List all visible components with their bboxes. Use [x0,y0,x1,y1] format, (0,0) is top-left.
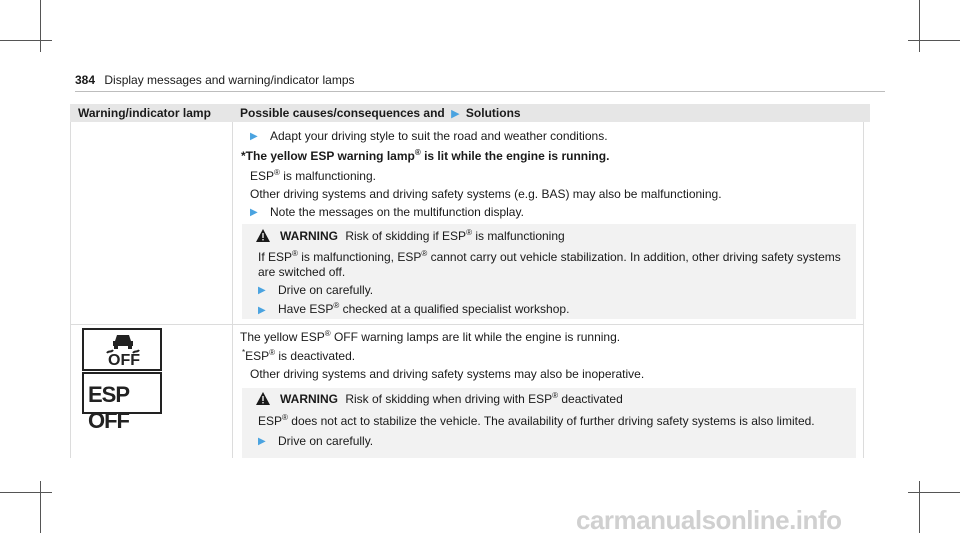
warning-title-post: deactivated [561,392,623,406]
warning-body-line1 [258,250,841,264]
row1-heading-text: The yellow ESP warning lamp [245,149,415,163]
crop-mark [908,40,960,41]
esp-text: ESP [250,169,275,183]
warning-body-post: does not act to stabilize the vehicle. The availability of further driving safety systems is also limited. [291,414,815,428]
warning-title-post: is malfunctioning [475,229,565,243]
registered-mark: ® [421,249,428,258]
warning-triangle-icon [256,229,270,242]
column-header-causes [232,104,870,122]
registered-mark: ® [324,329,331,338]
page-header [75,73,355,87]
warning-triangle-icon [256,392,270,405]
instruction-drive-carefully: Drive on carefully. [278,283,374,297]
availability-star: * [242,348,246,357]
crop-mark [40,0,41,52]
column-header-causes-text: Possible causes/consequences and [240,106,445,120]
warning-title [280,229,565,243]
crop-mark [919,481,920,533]
watermark: carmanualsonline.info [576,505,842,535]
warning-title-pre: Risk of skidding if ESP [345,229,467,243]
row2-line2 [242,349,355,363]
registered-mark: ® [292,249,298,258]
column-header-solutions-text: Solutions [465,106,521,120]
warning-title [280,392,623,406]
bullet-icon: ▶ [258,436,266,447]
bullet-icon: ▶ [258,285,266,296]
bullet-icon: ▶ [258,305,266,316]
row2-line1 [240,330,620,344]
warning-body-1c: cannot carry out vehicle stabilization. In addition, other driving safety systems [430,250,841,264]
instruction-have-esp-post: checked at a qualified specialist workshop. [342,302,570,316]
row1-line-other-systems: Other driving systems and driving safety systems (e.g. BAS) may also be malfunctioning. [250,187,722,201]
warning-body-1b: is malfunctioning, ESP [301,250,422,264]
row1-line-esp-malfunction [250,169,376,183]
row1-heading-post: is lit while the engine is running. [424,149,610,163]
crop-mark [919,0,920,52]
registered-mark: ® [269,348,276,357]
crop-mark [908,492,960,493]
warning-title-pre: Risk of skidding when driving with ESP [345,392,553,406]
instruction-have-esp-checked [278,302,569,316]
registered-mark: ® [333,301,340,310]
row2-line3: Other driving systems and driving safety systems may also be inoperative. [250,367,645,381]
lamp-esp-off-text: ESP OFF [88,382,129,433]
instruction-drive-carefully: Drive on carefully. [278,434,374,448]
arrow-right-icon: ▶ [451,108,460,120]
row1-line1-post: is malfunctioning. [283,169,376,183]
registered-mark: ® [282,413,288,422]
row2-line2-pre: ESP [245,349,270,363]
warning-body-pre: ESP [258,414,283,428]
registered-mark: ® [466,228,472,237]
bullet-icon: ▶ [250,131,258,142]
warning-label: WARNING [280,229,338,243]
page-number: 384 [75,73,96,87]
instruction-note-messages: Note the messages on the multifunction display. [270,205,524,219]
table-border-left [70,122,71,458]
crop-mark [0,40,52,41]
esp-off-symbol-lamp [82,328,162,371]
row2-line2-post: is deactivated. [278,349,356,363]
row2-line1-pre: The yellow ESP [240,330,325,344]
row1-heading [241,149,609,163]
row-divider [70,324,864,325]
bullet-icon: ▶ [250,207,258,218]
lamp-off-text: OFF [108,352,140,369]
warning-body-1a: If ESP [258,250,293,264]
registered-mark: ® [414,148,421,157]
table-border-right [863,122,864,458]
row2-line1-post: OFF warning lamps are lit while the engine is running. [333,330,621,344]
column-divider [232,122,233,458]
column-header-lamp: Warning/indicator lamp [70,104,232,122]
registered-mark: ® [552,391,559,400]
warning-label: WARNING [280,392,338,406]
registered-mark: ® [274,168,280,177]
skidding-car-icon [101,332,145,354]
instruction-have-esp-pre: Have ESP [278,302,334,316]
crop-mark [0,492,52,493]
crop-mark [40,481,41,533]
esp-off-text-lamp [82,372,162,433]
warning-body-line2: are switched off. [258,265,346,279]
availability-star: * [241,149,246,163]
instruction-adapt-driving: Adapt your driving style to suit the road and weather conditions. [270,129,608,143]
warning-body-line1 [258,414,815,428]
header-rule [75,91,885,92]
page-title: Display messages and warning/indicator lamps [104,73,355,87]
